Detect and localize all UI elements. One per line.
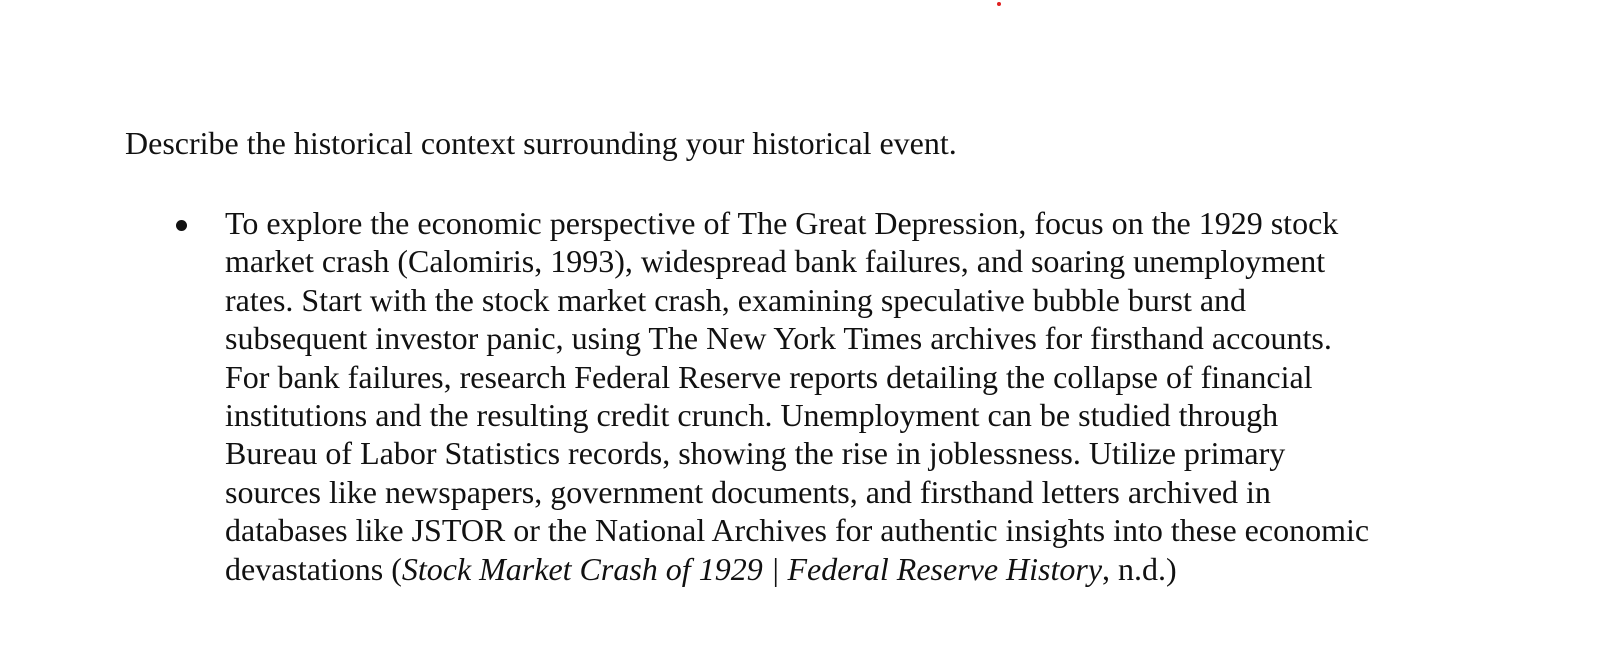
last-line-prefix: devastations ( — [225, 550, 402, 587]
paragraph-line: Bureau of Labor Statistics records, showing the rise in joblessness. Utilize primary — [225, 435, 1286, 472]
paragraph-line: databases like JSTOR or the National Archives for authentic insights into these economic — [225, 512, 1370, 549]
paragraph-last-line — [225, 550, 1475, 588]
paragraph-line: rates. Start with the stock market crash, examining speculative bubble burst and — [225, 281, 1247, 318]
paragraph-line: For bank failures, research Federal Reserve reports detailing the collapse of financial — [225, 358, 1313, 395]
paragraph-line: To explore the economic perspective of The Great Depression, focus on the 1929 stock — [225, 205, 1339, 241]
bullet-icon — [176, 220, 187, 231]
paragraph-line: sources like newspapers, government documents, and firsthand letters archived in — [225, 473, 1271, 510]
bullet-paragraph — [225, 204, 1475, 588]
red-dot-mark — [997, 2, 1001, 6]
paragraph-line: institutions and the resulting credit crunch. Unemployment can be studied through — [225, 397, 1279, 434]
citation-title: Stock Market Crash of 1929 | Federal Reserve History — [401, 550, 1103, 587]
paragraph-line: market crash (Calomiris, 1993), widespread bank failures, and soaring unemployment — [225, 243, 1326, 280]
last-line-suffix: , n.d.) — [1102, 550, 1177, 587]
prompt-heading: Describe the historical context surrounding your historical event. — [125, 125, 957, 161]
paragraph-line: subsequent investor panic, using The New York Times archives for firsthand accounts. — [225, 320, 1332, 357]
